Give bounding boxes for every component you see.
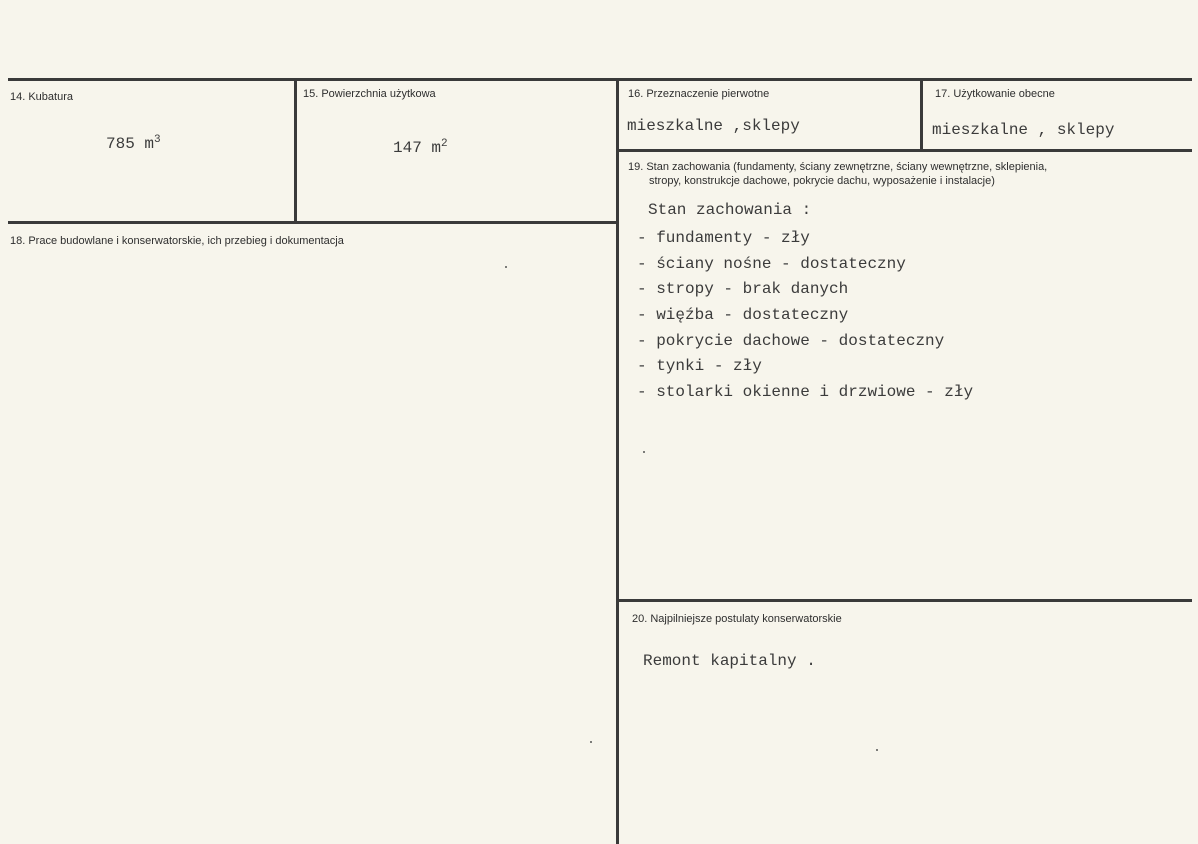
condition-item-walls: - ściany nośne - dostateczny: [637, 254, 906, 273]
condition-item-roof-truss: - więźba - dostateczny: [637, 306, 849, 325]
field-20-value: Remont kapitalny .: [643, 652, 816, 670]
field-17-value: mieszkalne , sklepy: [932, 121, 1115, 139]
field-15-number: 147 m: [393, 139, 442, 157]
field-14-unit-exponent: 3: [154, 134, 161, 146]
field-18-label: 18. Prace budowlane i konserwatorskie, ich przebieg i dokumentacja: [10, 235, 344, 247]
divider-center: [616, 78, 619, 844]
condition-item-roofing: - pokrycie dachowe - dostateczny: [637, 331, 945, 350]
field-15-unit-exponent: 2: [441, 138, 448, 150]
field-19-heading: Stan zachowania :: [648, 201, 812, 219]
condition-item-ceilings: - stropy - brak danych: [637, 280, 849, 299]
condition-item-plaster: - tynki - zły: [637, 357, 762, 376]
condition-item-joinery: - stolarki okienne i drzwiowe - zły: [637, 383, 974, 402]
field-14-value: [106, 134, 161, 153]
field-20-label: 20. Najpilniejsze postulaty konserwatorskie: [632, 613, 842, 625]
divider-16-17: [920, 78, 923, 151]
field-16-value: mieszkalne ,sklepy: [627, 117, 800, 135]
rule-below-fields-16-17: [617, 149, 1192, 152]
field-14-label: 14. Kubatura: [10, 91, 73, 103]
divider-14-15: [294, 78, 297, 223]
field-17-label: 17. Użytkowanie obecne: [935, 88, 1055, 100]
rule-below-fields-14-15: [8, 221, 619, 224]
rule-above-field-20: [617, 599, 1192, 602]
field-15-label: 15. Powierzchnia użytkowa: [303, 88, 436, 100]
field-14-number: 785 m: [106, 135, 155, 153]
field-15-value: [393, 138, 448, 157]
paper-speck: [505, 266, 507, 268]
field-16-label: 16. Przeznaczenie pierwotne: [628, 88, 770, 100]
paper-speck: [643, 451, 645, 453]
top-rule: [8, 78, 1192, 81]
condition-list: [637, 226, 973, 406]
condition-item-foundations: - fundamenty - zły: [637, 229, 810, 247]
field-19-label-line-1: 19. Stan zachowania (fundamenty, ściany zewnętrzne, ściany wewnętrzne, sklepienia,: [628, 161, 1048, 173]
field-19-label-line-2: stropy, konstrukcje dachowe, pokrycie dachu, wyposażenie i instalacje): [649, 175, 995, 187]
paper-speck: [876, 749, 878, 751]
paper-speck: [590, 741, 592, 743]
